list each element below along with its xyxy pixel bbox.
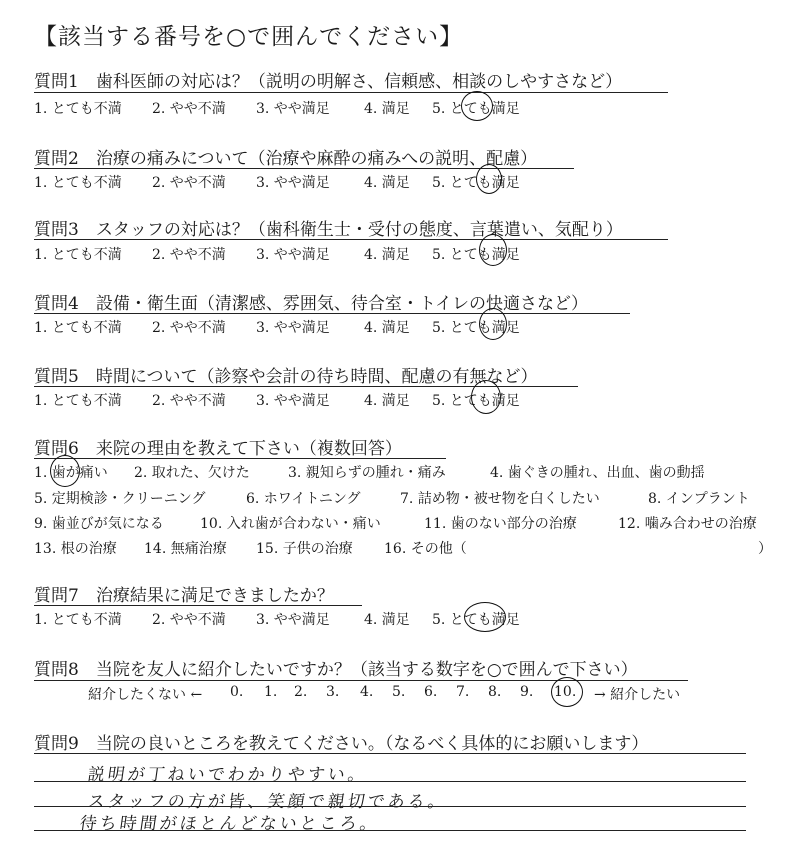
recommend-low-label: 紹介したくない ← bbox=[88, 687, 203, 703]
reason-option[interactable]: 15. 子供の治療 bbox=[256, 541, 353, 557]
answer-line bbox=[34, 830, 746, 831]
option-4[interactable]: 4. 満足 bbox=[364, 175, 410, 191]
question-2-title: 質問2 治療の痛みについて（治療や麻酔の痛みへの説明、配慮） bbox=[34, 149, 538, 169]
reason-option[interactable]: 13. 根の治療 bbox=[34, 541, 117, 557]
question-1-title: 質問1 歯科医師の対応は？（説明の明解さ、信頼感、相談のしやすさなど） bbox=[34, 72, 623, 92]
reason-option[interactable]: 3. 親知らずの腫れ・痛み bbox=[288, 465, 446, 481]
reason-option[interactable]: 1. 歯が痛い bbox=[34, 465, 108, 481]
option-2[interactable]: 2. やや不満 bbox=[152, 612, 226, 628]
question-7-underline bbox=[34, 605, 362, 606]
reason-option[interactable]: 10. 入れ歯が合わない・痛い bbox=[200, 516, 381, 532]
reason-option[interactable]: 12. 噛み合わせの治療 bbox=[618, 516, 757, 532]
option-3[interactable]: 3. やや満足 bbox=[256, 247, 330, 263]
option-5[interactable]: 5. とても満足 bbox=[432, 101, 520, 117]
option-5[interactable]: 5. とても満足 bbox=[432, 612, 520, 628]
scale-option-5[interactable]: 5. bbox=[392, 684, 406, 700]
scale-option-1[interactable]: 1. bbox=[264, 684, 278, 700]
scale-option-6[interactable]: 6. bbox=[424, 684, 438, 700]
question-4-title: 質問4 設備・衛生面（清潔感、雰囲気、待合室・トイレの快適さなど） bbox=[34, 294, 588, 314]
answer-circle bbox=[476, 164, 502, 194]
answer-circle bbox=[479, 308, 507, 340]
reason-option[interactable]: 5. 定期検診・クリーニング bbox=[34, 491, 206, 507]
question-3-underline bbox=[34, 239, 668, 240]
scale-option-9[interactable]: 9. bbox=[520, 684, 534, 700]
option-1[interactable]: 1. とても不満 bbox=[34, 175, 122, 191]
option-3[interactable]: 3. やや満足 bbox=[256, 320, 330, 336]
reason-option[interactable]: 6. ホワイトニング bbox=[246, 491, 361, 507]
option-4[interactable]: 4. 満足 bbox=[364, 612, 410, 628]
option-5[interactable]: 5. とても満足 bbox=[432, 247, 520, 263]
scale-option-10[interactable]: 10. bbox=[554, 684, 577, 700]
scale-option-4[interactable]: 4. bbox=[360, 684, 374, 700]
question-7-title: 質問7 治療結果に満足できましたか？ bbox=[34, 586, 334, 606]
reason-option[interactable]: 14. 無痛治療 bbox=[144, 541, 227, 557]
answer-circle bbox=[461, 91, 493, 121]
question-9-title: 質問9 当院の良いところを教えてください。（なるべく具体的にお願いします） bbox=[34, 734, 649, 754]
answer-line bbox=[34, 753, 746, 754]
handwritten-answer-1: 説明が丁ねいでわかりやすい。 bbox=[86, 765, 370, 785]
question-4-underline bbox=[34, 313, 630, 314]
reason-option[interactable]: 9. 歯並びが気になる bbox=[34, 516, 164, 532]
option-1[interactable]: 1. とても不満 bbox=[34, 247, 122, 263]
option-1[interactable]: 1. とても不満 bbox=[34, 612, 122, 628]
option-3[interactable]: 3. やや満足 bbox=[256, 612, 330, 628]
option-2[interactable]: 2. やや不満 bbox=[152, 101, 226, 117]
answer-circle bbox=[464, 602, 506, 632]
reason-option[interactable]: 7. 詰め物・被せ物を白くしたい bbox=[400, 491, 600, 507]
option-3[interactable]: 3. やや満足 bbox=[256, 101, 330, 117]
handwritten-answer-3: 待ち時間がほとんどないところ。 bbox=[78, 814, 382, 834]
question-6-title: 質問6 来院の理由を教えて下さい（複数回答） bbox=[34, 439, 402, 459]
reason-option[interactable]: 8. インプラント bbox=[648, 491, 750, 507]
option-2[interactable]: 2. やや不満 bbox=[152, 320, 226, 336]
option-1[interactable]: 1. とても不満 bbox=[34, 101, 122, 117]
form-header: 【該当する番号を○で囲んでください】 bbox=[34, 24, 464, 50]
answer-circle bbox=[551, 677, 583, 707]
option-4[interactable]: 4. 満足 bbox=[364, 247, 410, 263]
option-2[interactable]: 2. やや不満 bbox=[152, 175, 226, 191]
reason-other-close: ） bbox=[758, 541, 772, 557]
option-5[interactable]: 5. とても満足 bbox=[432, 320, 520, 336]
recommend-high-label: → 紹介したい bbox=[594, 687, 681, 703]
answer-circle bbox=[50, 455, 80, 487]
scale-option-8[interactable]: 8. bbox=[488, 684, 502, 700]
answer-circle bbox=[471, 380, 501, 414]
question-8-title: 質問8 当院を友人に紹介したいですか？（該当する数字を○で囲んで下さい） bbox=[34, 660, 638, 680]
answer-line bbox=[34, 806, 746, 807]
option-2[interactable]: 2. やや不満 bbox=[152, 393, 226, 409]
reason-option[interactable]: 2. 取れた、欠けた bbox=[134, 465, 250, 481]
option-3[interactable]: 3. やや満足 bbox=[256, 393, 330, 409]
answer-line bbox=[34, 781, 746, 782]
option-4[interactable]: 4. 満足 bbox=[364, 393, 410, 409]
option-1[interactable]: 1. とても不満 bbox=[34, 320, 122, 336]
scale-option-3[interactable]: 3. bbox=[326, 684, 340, 700]
question-6-underline bbox=[34, 458, 446, 459]
reason-option[interactable]: 11. 歯のない部分の治療 bbox=[424, 516, 577, 532]
scale-option-7[interactable]: 7. bbox=[456, 684, 470, 700]
scale-option-0[interactable]: 0. bbox=[230, 684, 244, 700]
option-3[interactable]: 3. やや満足 bbox=[256, 175, 330, 191]
option-2[interactable]: 2. やや不満 bbox=[152, 247, 226, 263]
reason-option-other[interactable]: 16. その他（ bbox=[384, 541, 467, 557]
reason-option[interactable]: 4. 歯ぐきの腫れ、出血、歯の動揺 bbox=[490, 465, 705, 481]
answer-circle bbox=[479, 234, 507, 266]
option-4[interactable]: 4. 満足 bbox=[364, 320, 410, 336]
option-4[interactable]: 4. 満足 bbox=[364, 101, 410, 117]
option-5[interactable]: 5. とても満足 bbox=[432, 393, 520, 409]
question-8-underline bbox=[34, 680, 688, 681]
question-3-title: 質問3 スタッフの対応は？（歯科衛生士・受付の態度、言葉遣い、気配り） bbox=[34, 220, 623, 240]
question-5-title: 質問5 時間について（診察や会計の待ち時間、配慮の有無など） bbox=[34, 367, 538, 387]
question-1-underline bbox=[34, 92, 668, 93]
option-5[interactable]: 5. とても満足 bbox=[432, 175, 520, 191]
option-1[interactable]: 1. とても不満 bbox=[34, 393, 122, 409]
scale-option-2[interactable]: 2. bbox=[294, 684, 308, 700]
handwritten-answer-2: スタッフの方が皆、笑顔で親切である。 bbox=[86, 792, 450, 812]
